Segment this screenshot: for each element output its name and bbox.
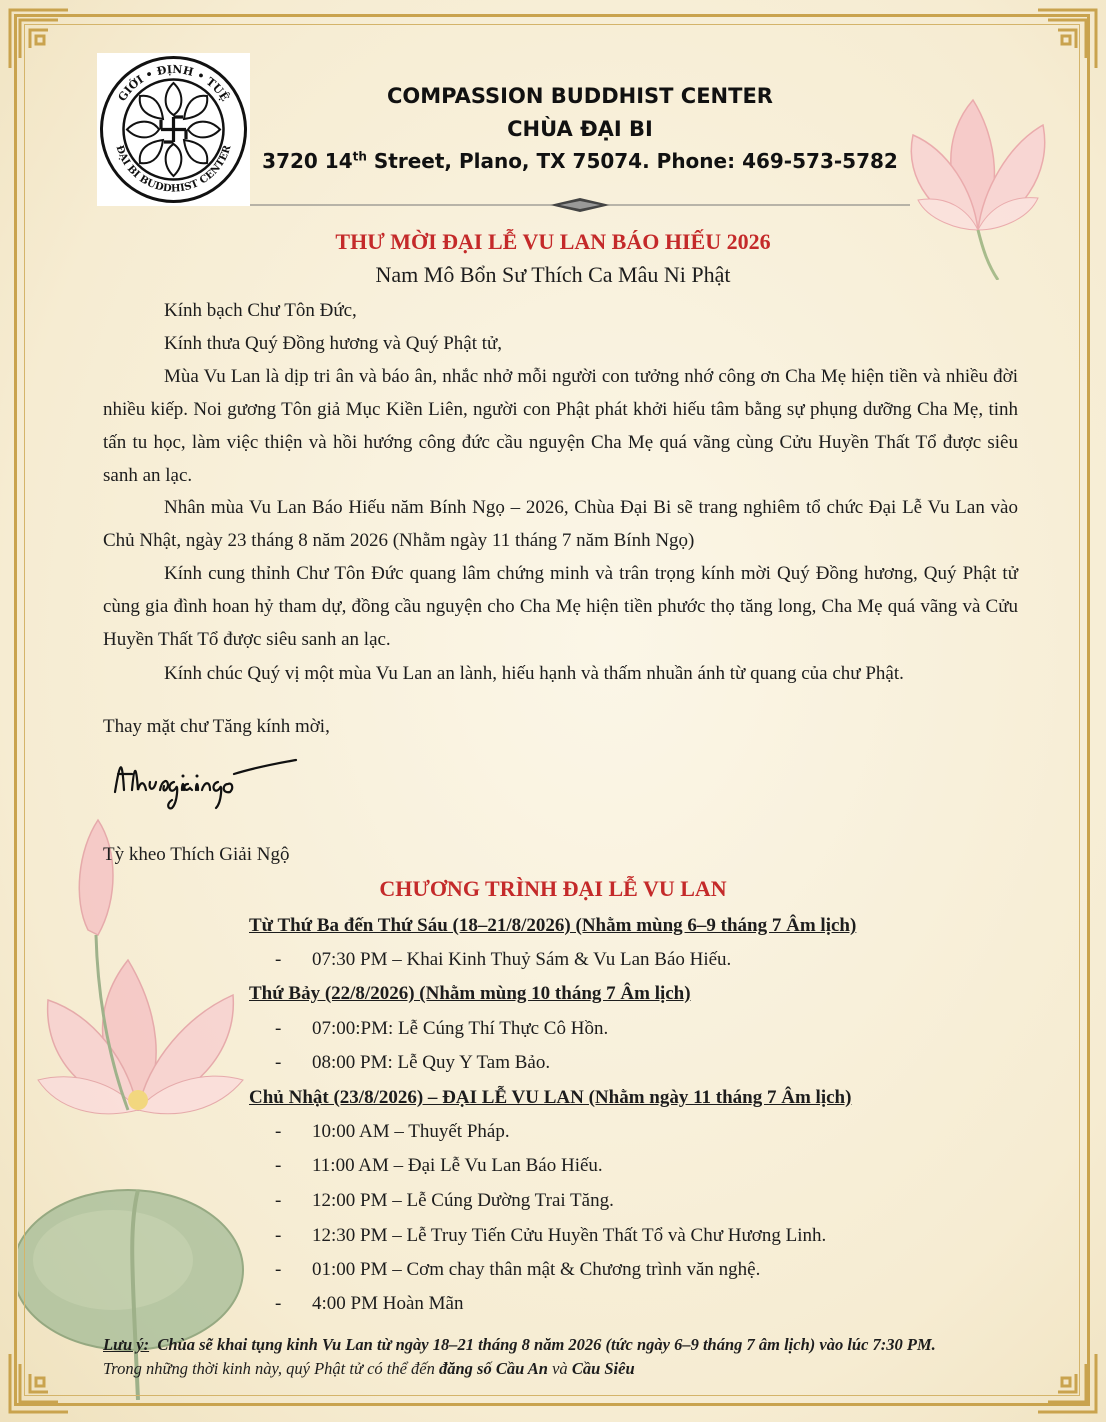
temple-name: CHÙA ĐẠI BI xyxy=(507,117,653,141)
schedule-heading: Thứ Bảy (22/8/2026) (Nhằm mùng 10 tháng 7 Âm lịch) xyxy=(249,983,691,1004)
salutation-1: Kính bạch Chư Tôn Đức, xyxy=(164,300,357,321)
letter-title: THƯ MỜI ĐẠI LỄ VU LAN BÁO HIẾU 2026 xyxy=(335,229,771,254)
paragraph-2: Nhân mùa Vu Lan Báo Hiếu năm Bính Ngọ – 2026, Chùa Đại Bi sẽ trang nghiêm tổ chức Đại Lễ Vu Lan vào Chủ Nhật, ngày 23 tháng 8 năm 2026 (Nhằm ngày 11 tháng 7 năm Bính Ngọ) xyxy=(103,497,1018,551)
schedule-item xyxy=(275,1018,608,1040)
schedule-item-text: 4:00 PM Hoàn Mãn xyxy=(312,1293,464,1314)
schedule-item-text: 12:00 PM – Lễ Cúng Dường Trai Tăng. xyxy=(312,1190,614,1211)
note-text-mid: và xyxy=(547,1359,572,1378)
schedule-heading: Từ Thứ Ba đến Thứ Sáu (18–21/8/2026) (Nhằm mùng 6–9 tháng 7 Âm lịch) xyxy=(249,915,857,936)
paragraph-3: Kính cung thỉnh Chư Tôn Đức quang lâm chứng minh và trân trọng kính mời Quý Đồng hương, Quý Phật tử cùng gia đình hoan hỷ tham dự, đồng cầu nguyện cho Cha Mẹ hiện tiền phước thọ tăng long, Cha Mẹ quá vãng và Cửu Huyền Thất Tổ được siêu sanh an lạc. xyxy=(103,563,1018,650)
salutation-2: Kính thưa Quý Đồng hương và Quý Phật tử, xyxy=(164,333,503,354)
signer-name: Tỳ kheo Thích Giải Ngộ xyxy=(103,844,290,865)
paragraph-4: Kính chúc Quý vị một mùa Vu Lan an lành, hiếu hạnh và thấm nhuần ánh từ quang của chư Phật. xyxy=(164,663,904,684)
schedule-item-text: 08:00 PM: Lễ Quy Y Tam Bảo. xyxy=(312,1052,551,1073)
diamond-divider-icon xyxy=(250,198,910,212)
schedule-item xyxy=(275,1121,510,1143)
schedule-item-text: 12:30 PM – Lễ Truy Tiến Cửu Huyền Thất Tổ và Chư Hương Linh. xyxy=(312,1225,827,1246)
note-bold-cau-an: đăng số Cầu An xyxy=(439,1359,548,1378)
address-suffix: th xyxy=(352,149,367,164)
schedule-item xyxy=(275,1190,614,1212)
schedule-item xyxy=(275,1155,603,1177)
logo-ring-bottom-text: ĐẠI BI BUDDHIST CENTER xyxy=(113,144,234,195)
schedule-item-text: 07:30 PM – Khai Kinh Thuỷ Sám & Vu Lan Báo Hiếu. xyxy=(312,949,732,970)
schedule-item xyxy=(275,1293,463,1315)
logo-ring-top-text: GIỚI • ĐỊNH • TUỆ xyxy=(115,62,232,104)
note-line-2 xyxy=(103,1359,1043,1379)
bullet-dash: - xyxy=(275,1121,282,1142)
bullet-dash: - xyxy=(275,1190,282,1211)
schedule-item xyxy=(275,1259,760,1281)
schedule-heading: Chủ Nhật (23/8/2026) – ĐẠI LỄ VU LAN (Nhằm ngày 11 tháng 7 Âm lịch) xyxy=(249,1087,852,1108)
note-text: Chùa sẽ khai tụng kinh Vu Lan từ ngày 18–21 tháng 8 năm 2026 (tức ngày 6–9 tháng 7 âm lịch) vào lúc 7:30 PM. xyxy=(157,1335,936,1354)
bullet-dash: - xyxy=(275,1155,282,1176)
bullet-dash: - xyxy=(275,1293,282,1314)
corner-ornament-icon xyxy=(6,1350,72,1416)
schedule-item xyxy=(275,949,731,971)
address-rest: Street, Plano, TX 75074. Phone: 469-573-5782 xyxy=(366,149,898,173)
schedule-item xyxy=(275,1052,550,1074)
closing: Thay mặt chư Tăng kính mời, xyxy=(103,716,330,737)
invocation: Nam Mô Bổn Sư Thích Ca Mâu Ni Phật xyxy=(375,262,731,287)
schedule-item-text: 07:00:PM: Lễ Cúng Thí Thực Cô Hồn. xyxy=(312,1018,609,1039)
org-name: COMPASSION BUDDHIST CENTER xyxy=(387,84,773,108)
bullet-dash: - xyxy=(275,949,282,970)
bullet-dash: - xyxy=(275,1225,282,1246)
corner-ornament-icon xyxy=(1034,6,1100,72)
bullet-dash: - xyxy=(275,1259,282,1280)
note-bold-cau-sieu: Cầu Siêu xyxy=(571,1359,635,1378)
address-number: 3720 14 xyxy=(262,149,353,173)
bullet-dash: - xyxy=(275,1018,282,1039)
program-title: CHƯƠNG TRÌNH ĐẠI LỄ VU LAN xyxy=(379,876,727,901)
paragraph-1: Mùa Vu Lan là dịp tri ân và báo ân, nhắc nhở mỗi người con tưởng nhớ công ơn Cha Mẹ hiện tiền và nhiều đời nhiều kiếp. Noi gương Tôn giả Mục Kiền Liên, người con Phật phát khởi hiếu tâm bằng sự phụng dưỡng Cha Mẹ, tinh tấn tu học, làm việc thiện và hồi hướng công đức cầu nguyện Cha Mẹ quá vãng cùng Cửu Huyền Thất Tổ được siêu sanh an lạc. xyxy=(103,366,1018,486)
corner-ornament-icon xyxy=(1034,1350,1100,1416)
signature xyxy=(110,752,300,812)
schedule-item-text: 01:00 PM – Cơm chay thân mật & Chương trình văn nghệ. xyxy=(312,1259,761,1280)
address-line xyxy=(260,149,900,173)
note-line-1 xyxy=(103,1335,1043,1355)
schedule-item xyxy=(275,1225,826,1247)
note-text-pre: Trong những thời kinh này, quý Phật tử có thể đến xyxy=(103,1359,439,1378)
corner-ornament-icon xyxy=(6,6,72,72)
logo-emblem xyxy=(97,53,250,206)
note-label: Lưu ý: xyxy=(103,1335,150,1354)
schedule-item-text: 11:00 AM – Đại Lễ Vu Lan Báo Hiếu. xyxy=(312,1155,603,1176)
schedule-item-text: 10:00 AM – Thuyết Pháp. xyxy=(312,1121,510,1142)
swastika-icon xyxy=(161,117,186,142)
bullet-dash: - xyxy=(275,1052,282,1073)
